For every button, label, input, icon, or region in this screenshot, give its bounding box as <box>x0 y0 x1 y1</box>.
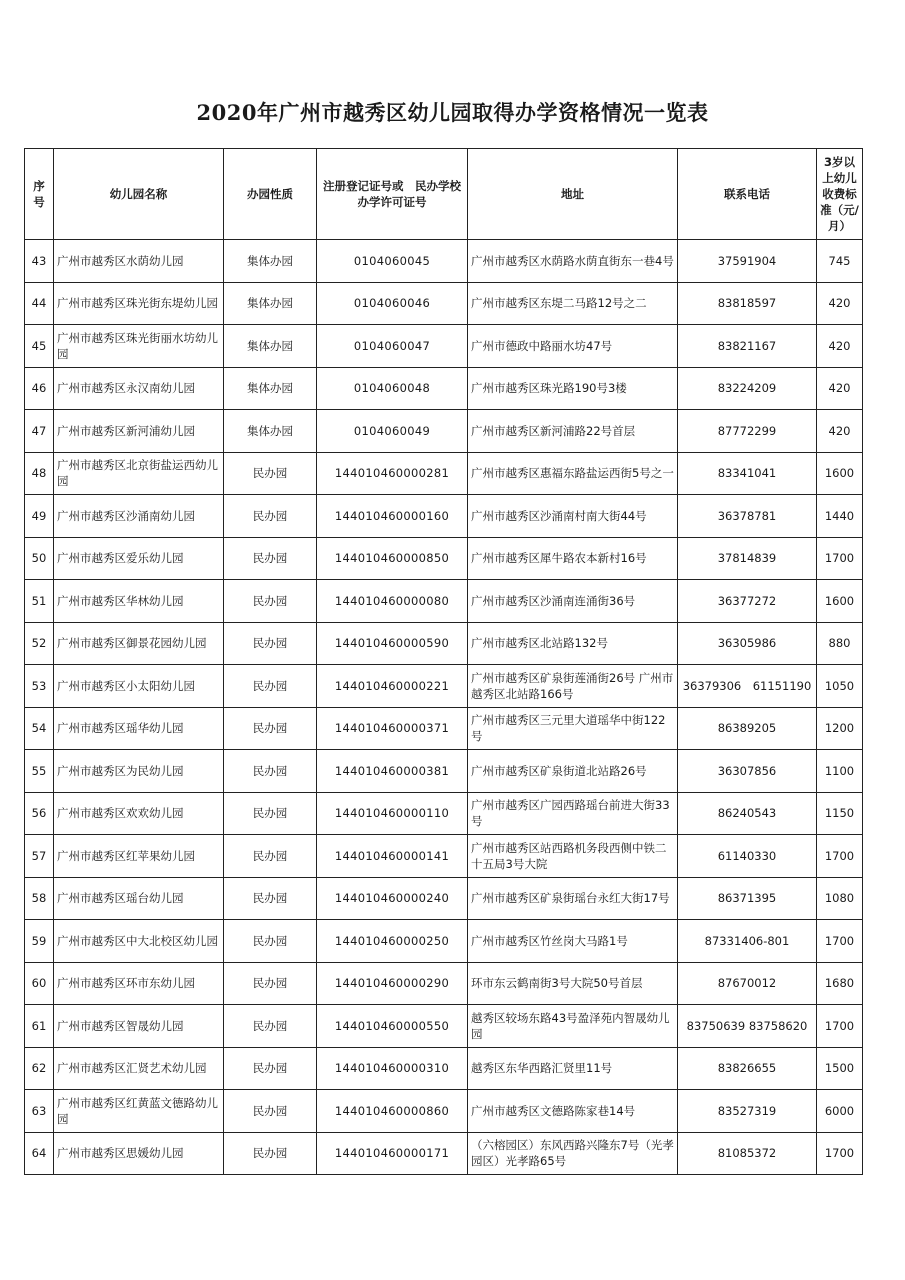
table-row <box>25 920 863 963</box>
table-row <box>25 580 863 623</box>
cell-monthly-fee: 420 <box>817 367 863 410</box>
cell-address: 广州市越秀区矿泉街瑶台永红大街17号 <box>468 877 678 920</box>
cell-serial: 48 <box>25 452 54 495</box>
cell-school-type: 民办园 <box>224 1132 317 1175</box>
cell-serial: 55 <box>25 750 54 793</box>
cell-phone: 86371395 <box>678 877 817 920</box>
table-row <box>25 1132 863 1175</box>
cell-license-number: 144010460000221 <box>317 665 468 708</box>
cell-school-type: 民办园 <box>224 452 317 495</box>
cell-license-number: 144010460000550 <box>317 1005 468 1048</box>
table-row <box>25 367 863 410</box>
cell-school-type: 集体办园 <box>224 410 317 453</box>
cell-monthly-fee: 1600 <box>817 452 863 495</box>
cell-phone: 87331406-801 <box>678 920 817 963</box>
table-row <box>25 665 863 708</box>
table-row <box>25 962 863 1005</box>
cell-address: 广州市越秀区站西路机务段西侧中铁二十五局3号大院 <box>468 835 678 878</box>
table-row <box>25 622 863 665</box>
cell-monthly-fee: 1100 <box>817 750 863 793</box>
cell-license-number: 0104060045 <box>317 240 468 283</box>
cell-address: 广州市越秀区矿泉街莲涌街26号 广州市越秀区北站路166号 <box>468 665 678 708</box>
cell-license-number: 0104060048 <box>317 367 468 410</box>
cell-kindergarten-name: 广州市越秀区新河浦幼儿园 <box>54 410 224 453</box>
cell-license-number: 144010460000141 <box>317 835 468 878</box>
cell-school-type: 民办园 <box>224 665 317 708</box>
cell-address: 广州市越秀区惠福东路盐运西街5号之一 <box>468 452 678 495</box>
cell-phone: 83224209 <box>678 367 817 410</box>
header-type: 办园性质 <box>224 149 317 240</box>
cell-license-number: 144010460000171 <box>317 1132 468 1175</box>
table-row <box>25 835 863 878</box>
cell-license-number: 0104060047 <box>317 325 468 368</box>
cell-serial: 45 <box>25 325 54 368</box>
table-row <box>25 707 863 750</box>
cell-address: 广州市越秀区文德路陈家巷14号 <box>468 1090 678 1133</box>
table-row <box>25 877 863 920</box>
header-name: 幼儿园名称 <box>54 149 224 240</box>
cell-address: 越秀区较场东路43号盈泽苑内智晟幼儿园 <box>468 1005 678 1048</box>
cell-license-number: 144010460000281 <box>317 452 468 495</box>
cell-address: 广州市越秀区水荫路水荫直街东一巷4号 <box>468 240 678 283</box>
cell-phone: 36307856 <box>678 750 817 793</box>
cell-serial: 59 <box>25 920 54 963</box>
cell-kindergarten-name: 广州市越秀区思媛幼儿园 <box>54 1132 224 1175</box>
cell-serial: 61 <box>25 1005 54 1048</box>
table-row <box>25 792 863 835</box>
cell-monthly-fee: 1500 <box>817 1047 863 1090</box>
table-row <box>25 750 863 793</box>
cell-kindergarten-name: 广州市越秀区北京街盐运西幼儿园 <box>54 452 224 495</box>
table-row <box>25 1047 863 1090</box>
cell-kindergarten-name: 广州市越秀区欢欢幼儿园 <box>54 792 224 835</box>
cell-license-number: 144010460000080 <box>317 580 468 623</box>
cell-address: 越秀区东华西路汇贤里11号 <box>468 1047 678 1090</box>
cell-monthly-fee: 1700 <box>817 920 863 963</box>
cell-monthly-fee: 1200 <box>817 707 863 750</box>
cell-school-type: 民办园 <box>224 495 317 538</box>
kindergarten-table <box>24 148 863 1175</box>
cell-license-number: 144010460000860 <box>317 1090 468 1133</box>
table-row <box>25 537 863 580</box>
cell-school-type: 民办园 <box>224 622 317 665</box>
cell-serial: 58 <box>25 877 54 920</box>
cell-phone: 83818597 <box>678 282 817 325</box>
cell-address: 广州市德政中路丽水坊47号 <box>468 325 678 368</box>
cell-phone: 36379306 61151190 <box>678 665 817 708</box>
cell-address: 广州市越秀区新河浦路22号首层 <box>468 410 678 453</box>
cell-license-number: 144010460000850 <box>317 537 468 580</box>
cell-address: 广州市越秀区珠光路190号3楼 <box>468 367 678 410</box>
cell-phone: 61140330 <box>678 835 817 878</box>
cell-school-type: 民办园 <box>224 707 317 750</box>
cell-monthly-fee: 1700 <box>817 537 863 580</box>
cell-phone: 36377272 <box>678 580 817 623</box>
cell-license-number: 144010460000240 <box>317 877 468 920</box>
cell-phone: 87772299 <box>678 410 817 453</box>
cell-serial: 49 <box>25 495 54 538</box>
cell-monthly-fee: 1050 <box>817 665 863 708</box>
cell-serial: 62 <box>25 1047 54 1090</box>
cell-address: （六榕园区）东风西路兴隆东7号（光孝园区）光孝路65号 <box>468 1132 678 1175</box>
cell-address: 广州市越秀区三元里大道瑶华中街122号 <box>468 707 678 750</box>
cell-address: 广州市越秀区东堤二马路12号之二 <box>468 282 678 325</box>
cell-monthly-fee: 420 <box>817 410 863 453</box>
cell-phone: 86240543 <box>678 792 817 835</box>
cell-phone: 37814839 <box>678 537 817 580</box>
cell-phone: 87670012 <box>678 962 817 1005</box>
cell-monthly-fee: 1680 <box>817 962 863 1005</box>
cell-school-type: 民办园 <box>224 750 317 793</box>
cell-license-number: 144010460000160 <box>317 495 468 538</box>
cell-school-type: 集体办园 <box>224 325 317 368</box>
header-row <box>25 149 863 240</box>
header-license: 注册登记证号或 民办学校办学许可证号 <box>317 149 468 240</box>
table-row <box>25 495 863 538</box>
cell-kindergarten-name: 广州市越秀区为民幼儿园 <box>54 750 224 793</box>
cell-school-type: 集体办园 <box>224 282 317 325</box>
cell-license-number: 144010460000250 <box>317 920 468 963</box>
page-title: 2020年广州市越秀区幼儿园取得办学资格情况一览表 <box>196 100 709 125</box>
cell-address: 广州市越秀区广园西路瑶台前进大街33号 <box>468 792 678 835</box>
cell-kindergarten-name: 广州市越秀区中大北校区幼儿园 <box>54 920 224 963</box>
table-row <box>25 282 863 325</box>
header-fee: 3岁以上幼儿收费标准（元/月） <box>817 149 863 240</box>
cell-phone: 83527319 <box>678 1090 817 1133</box>
cell-serial: 53 <box>25 665 54 708</box>
cell-license-number: 144010460000371 <box>317 707 468 750</box>
cell-kindergarten-name: 广州市越秀区珠光街东堤幼儿园 <box>54 282 224 325</box>
cell-school-type: 民办园 <box>224 835 317 878</box>
cell-license-number: 0104060049 <box>317 410 468 453</box>
cell-kindergarten-name: 广州市越秀区珠光街丽水坊幼儿园 <box>54 325 224 368</box>
cell-kindergarten-name: 广州市越秀区华林幼儿园 <box>54 580 224 623</box>
cell-kindergarten-name: 广州市越秀区爱乐幼儿园 <box>54 537 224 580</box>
cell-monthly-fee: 1700 <box>817 1005 863 1048</box>
cell-phone: 83341041 <box>678 452 817 495</box>
cell-license-number: 144010460000381 <box>317 750 468 793</box>
cell-phone: 86389205 <box>678 707 817 750</box>
table-row <box>25 452 863 495</box>
table-row <box>25 1090 863 1133</box>
cell-phone: 36305986 <box>678 622 817 665</box>
cell-kindergarten-name: 广州市越秀区水荫幼儿园 <box>54 240 224 283</box>
table-row <box>25 410 863 453</box>
cell-serial: 63 <box>25 1090 54 1133</box>
cell-school-type: 民办园 <box>224 877 317 920</box>
cell-school-type: 民办园 <box>224 537 317 580</box>
cell-serial: 47 <box>25 410 54 453</box>
cell-kindergarten-name: 广州市越秀区红黄蓝文德路幼儿园 <box>54 1090 224 1133</box>
table-row <box>25 1005 863 1048</box>
cell-serial: 57 <box>25 835 54 878</box>
cell-license-number: 144010460000590 <box>317 622 468 665</box>
cell-address: 广州市越秀区沙涌南村南大街44号 <box>468 495 678 538</box>
cell-monthly-fee: 1150 <box>817 792 863 835</box>
cell-monthly-fee: 1600 <box>817 580 863 623</box>
cell-serial: 56 <box>25 792 54 835</box>
header-serial: 序号 <box>25 149 54 240</box>
cell-school-type: 民办园 <box>224 1090 317 1133</box>
cell-school-type: 民办园 <box>224 920 317 963</box>
table-row <box>25 240 863 283</box>
cell-school-type: 民办园 <box>224 962 317 1005</box>
cell-serial: 52 <box>25 622 54 665</box>
cell-kindergarten-name: 广州市越秀区御景花园幼儿园 <box>54 622 224 665</box>
cell-serial: 44 <box>25 282 54 325</box>
cell-monthly-fee: 420 <box>817 325 863 368</box>
cell-kindergarten-name: 广州市越秀区永汉南幼儿园 <box>54 367 224 410</box>
cell-monthly-fee: 1700 <box>817 835 863 878</box>
cell-license-number: 0104060046 <box>317 282 468 325</box>
cell-monthly-fee: 6000 <box>817 1090 863 1133</box>
cell-serial: 46 <box>25 367 54 410</box>
cell-address: 环市东云鹤南街3号大院50号首层 <box>468 962 678 1005</box>
cell-kindergarten-name: 广州市越秀区汇贤艺术幼儿园 <box>54 1047 224 1090</box>
cell-phone: 83826655 <box>678 1047 817 1090</box>
cell-kindergarten-name: 广州市越秀区环市东幼儿园 <box>54 962 224 1005</box>
cell-school-type: 集体办园 <box>224 367 317 410</box>
cell-kindergarten-name: 广州市越秀区智晟幼儿园 <box>54 1005 224 1048</box>
cell-serial: 51 <box>25 580 54 623</box>
cell-school-type: 民办园 <box>224 1047 317 1090</box>
cell-monthly-fee: 420 <box>817 282 863 325</box>
cell-monthly-fee: 880 <box>817 622 863 665</box>
cell-serial: 50 <box>25 537 54 580</box>
cell-monthly-fee: 1080 <box>817 877 863 920</box>
cell-phone: 83821167 <box>678 325 817 368</box>
cell-school-type: 民办园 <box>224 792 317 835</box>
header-phone: 联系电话 <box>678 149 817 240</box>
cell-serial: 64 <box>25 1132 54 1175</box>
cell-monthly-fee: 1440 <box>817 495 863 538</box>
cell-school-type: 民办园 <box>224 580 317 623</box>
cell-serial: 54 <box>25 707 54 750</box>
cell-license-number: 144010460000310 <box>317 1047 468 1090</box>
cell-phone: 83750639 83758620 <box>678 1005 817 1048</box>
cell-phone: 36378781 <box>678 495 817 538</box>
cell-kindergarten-name: 广州市越秀区瑶华幼儿园 <box>54 707 224 750</box>
cell-school-type: 民办园 <box>224 1005 317 1048</box>
cell-address: 广州市越秀区矿泉街道北站路26号 <box>468 750 678 793</box>
cell-school-type: 集体办园 <box>224 240 317 283</box>
cell-address: 广州市越秀区犀牛路农本新村16号 <box>468 537 678 580</box>
cell-serial: 60 <box>25 962 54 1005</box>
header-address: 地址 <box>468 149 678 240</box>
cell-address: 广州市越秀区北站路132号 <box>468 622 678 665</box>
cell-license-number: 144010460000110 <box>317 792 468 835</box>
cell-kindergarten-name: 广州市越秀区瑶台幼儿园 <box>54 877 224 920</box>
table-row <box>25 325 863 368</box>
cell-phone: 81085372 <box>678 1132 817 1175</box>
cell-serial: 43 <box>25 240 54 283</box>
cell-kindergarten-name: 广州市越秀区红苹果幼儿园 <box>54 835 224 878</box>
cell-address: 广州市越秀区竹丝岗大马路1号 <box>468 920 678 963</box>
cell-kindergarten-name: 广州市越秀区小太阳幼儿园 <box>54 665 224 708</box>
table-body <box>25 240 863 1175</box>
cell-monthly-fee: 745 <box>817 240 863 283</box>
cell-phone: 37591904 <box>678 240 817 283</box>
cell-kindergarten-name: 广州市越秀区沙涌南幼儿园 <box>54 495 224 538</box>
cell-address: 广州市越秀区沙涌南连涌街36号 <box>468 580 678 623</box>
cell-license-number: 144010460000290 <box>317 962 468 1005</box>
cell-monthly-fee: 1700 <box>817 1132 863 1175</box>
